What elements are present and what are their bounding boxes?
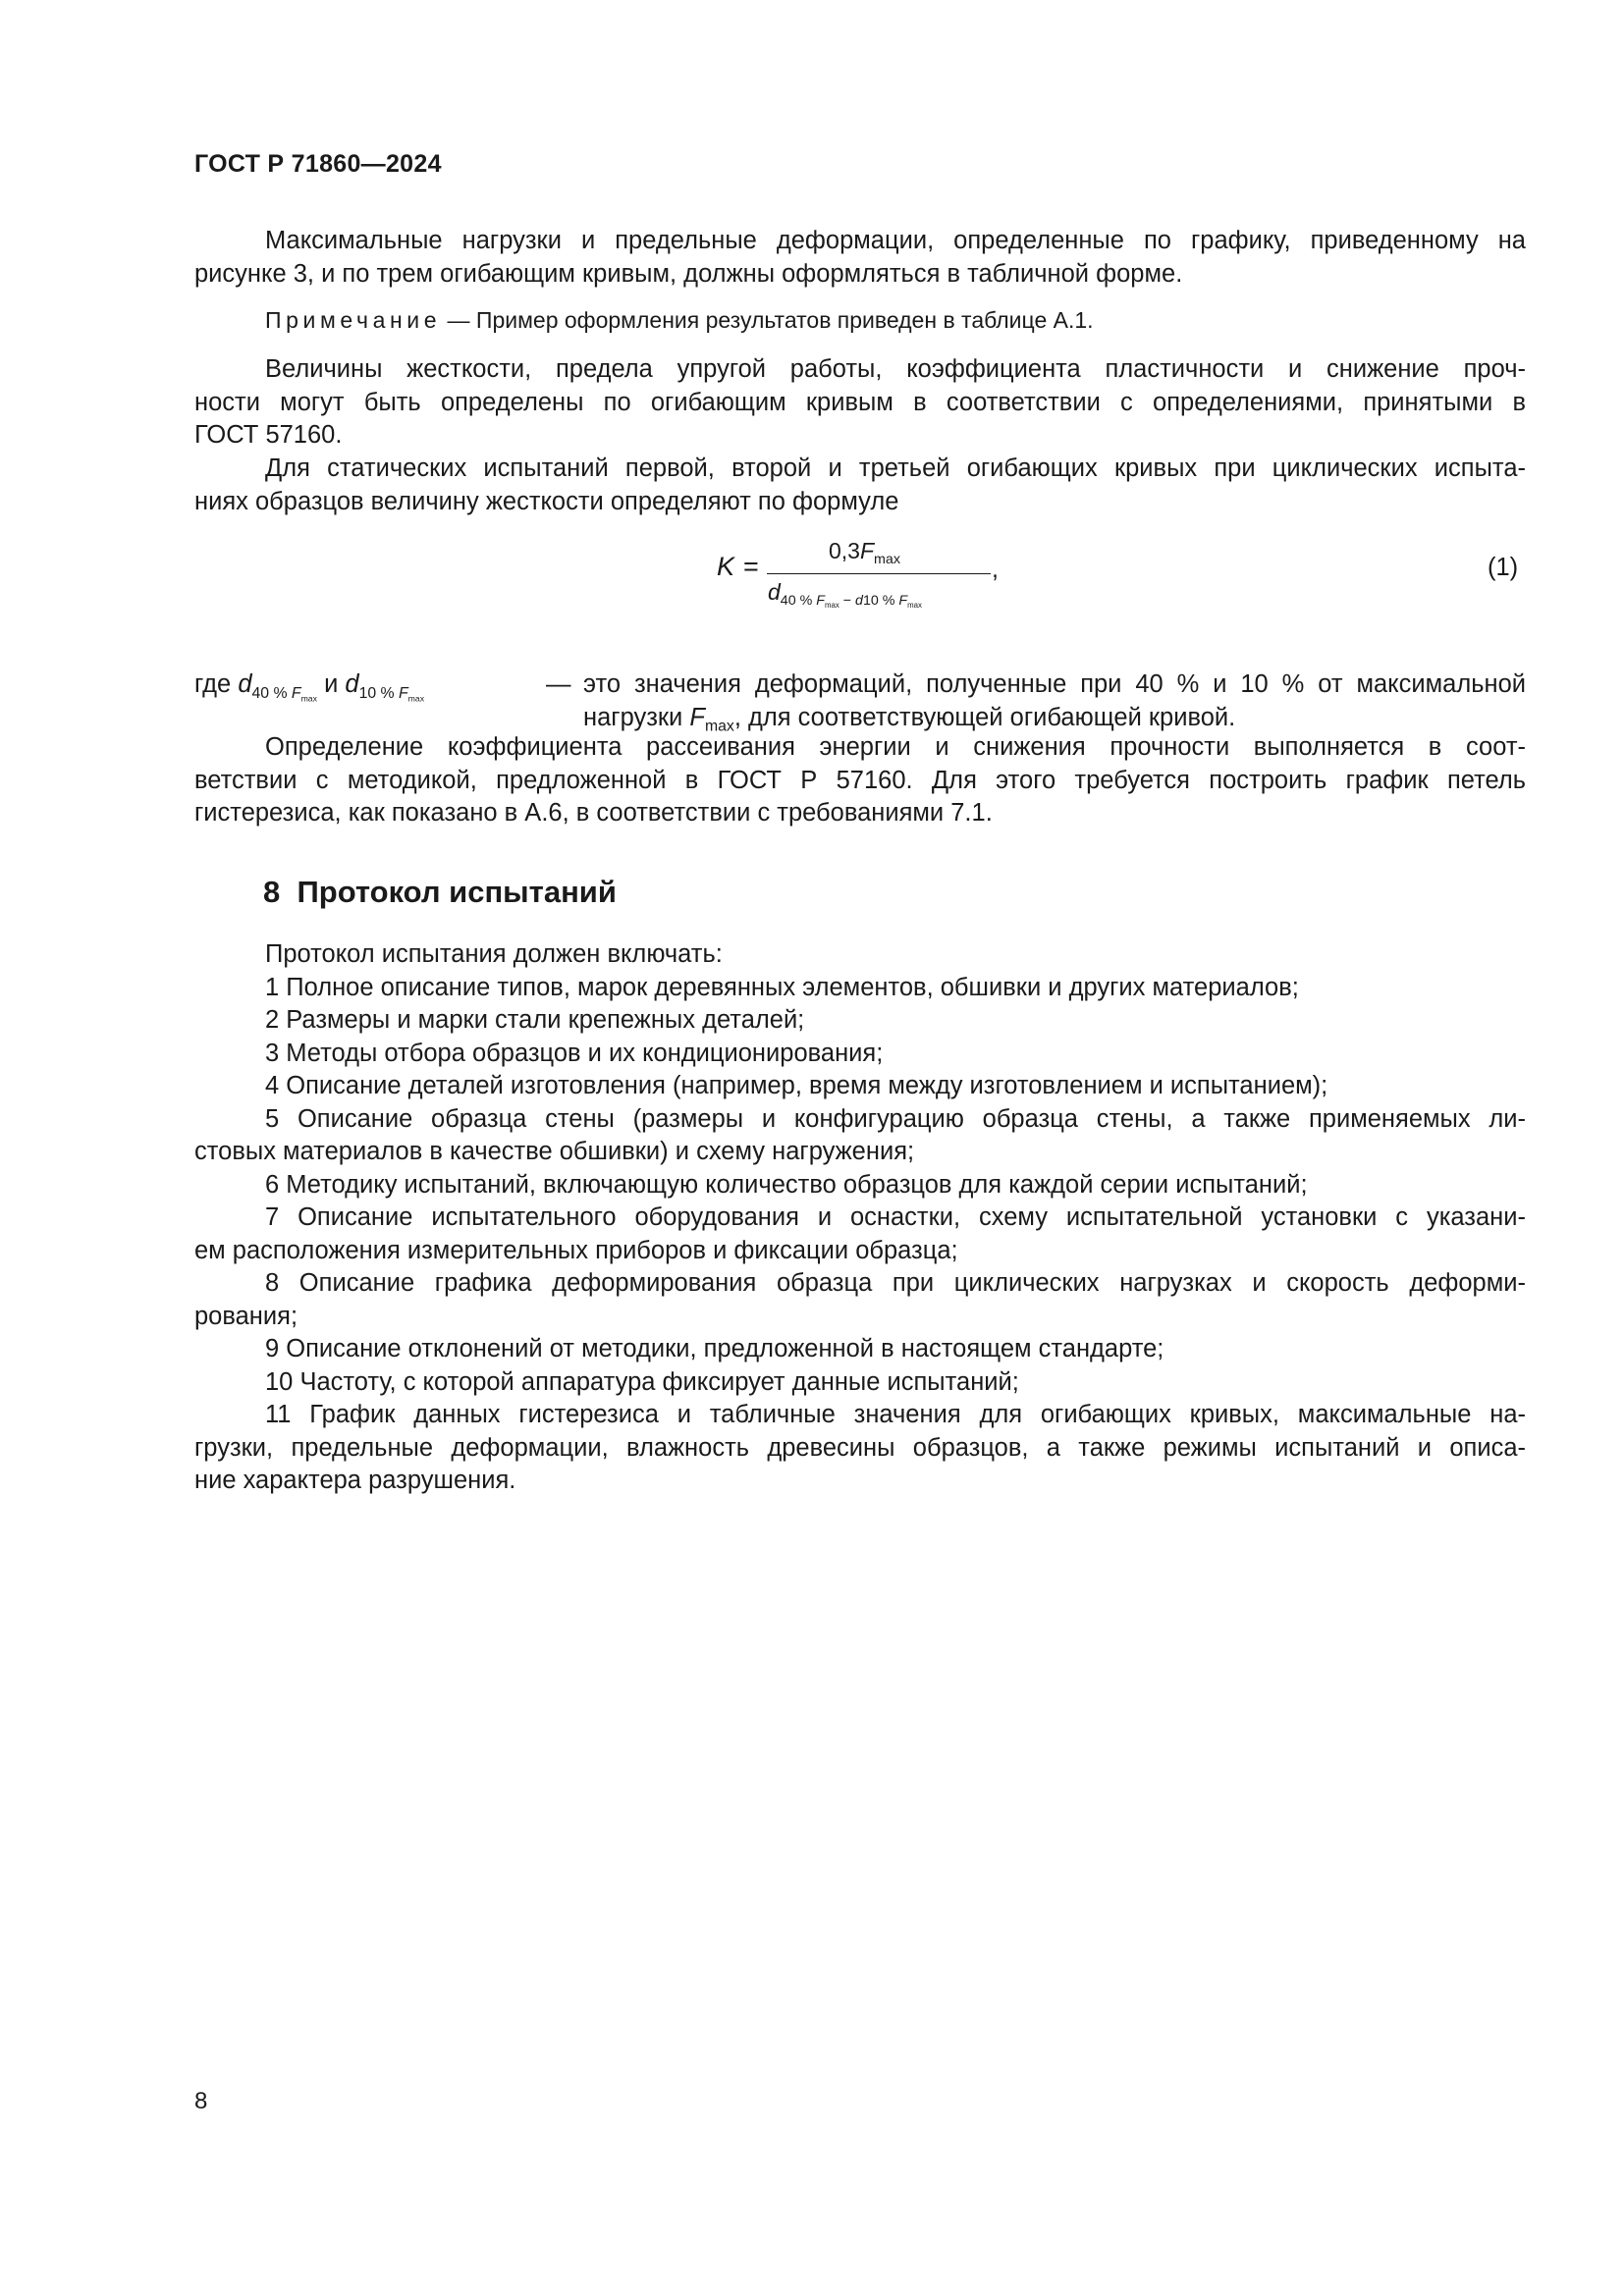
protocol-list (194, 938, 1526, 1498)
list-item-line: 7 Описание испытательного оборудования и оснастки, схему испытательной установки с указани- (265, 1203, 1526, 1231)
formula-lhs: K (717, 552, 735, 581)
paragraph-stiffness-values (194, 353, 1526, 453)
list-item-line: рования; (194, 1302, 298, 1330)
list-item-line: 3 Методы отбора образцов и их кондиционирования; (265, 1039, 884, 1067)
list-item (194, 1399, 1526, 1498)
list-item-line: стовых материалов в качестве обшивки) и схему нагружения; (194, 1138, 915, 1165)
section-title: Протокол испытаний (297, 875, 617, 909)
page-number: 8 (194, 2088, 208, 2114)
list-item (194, 972, 1526, 1005)
list-item-line: 2 Размеры и марки стали крепежных деталей; (265, 1006, 805, 1034)
list-item-line: ем расположения измерительных приборов и фиксации образца; (194, 1236, 958, 1264)
text-line: рисунке 3, и по трем огибающим кривым, должны оформляться в табличной форме. (194, 259, 1183, 288)
list-item (194, 1103, 1526, 1169)
list-item (194, 1169, 1526, 1202)
formula-equals: = (743, 552, 759, 581)
text-line: гистерезиса, как показано в А.6, в соответствии с требованиями 7.1. (194, 799, 993, 827)
list-item-line: 8 Описание графика деформирования образца при циклических нагрузках и скорость деформи- (265, 1269, 1526, 1297)
list-item-line: 1 Полное описание типов, марок деревянных элементов, обшивки и других материалов; (265, 973, 1299, 1001)
text-line: Определение коэффициента рассеивания энергии и снижения прочности выполняется в соот- (265, 733, 1526, 761)
paragraph-energy-dissipation (194, 731, 1526, 830)
list-item (194, 1038, 1526, 1071)
text-line: ветствии с методикой, предложенной в ГОСТ Р 57160. Для этого требуется построить график петель (194, 766, 1526, 794)
formula-denominator: $d_{40 \% F_{max} - d10 \% F_{max}}$ (768, 579, 922, 611)
text-line: Величины жесткости, предела упругой работы, коэффициента пластичности и снижение проч- (265, 355, 1526, 383)
text-line: ности могут быть определены по огибающим кривым в соответствии с определениями, принятыми в (194, 388, 1526, 416)
paragraph-results-format (194, 225, 1526, 291)
list-item (194, 1333, 1526, 1366)
text-line: Для статических испытаний первой, второй и третьей огибающих кривых при циклических испыта- (265, 454, 1526, 482)
text-line: ГОСТ 57160. (194, 421, 343, 449)
list-item (194, 1070, 1526, 1103)
document-header: ГОСТ Р 71860—2024 (194, 150, 442, 178)
list-item-line: 9 Описание отклонений от методики, предложенной в настоящем стандарте; (265, 1335, 1164, 1362)
list-item (194, 1004, 1526, 1038)
note-text: — Пример оформления результатов приведен в таблице А.1. (441, 307, 1094, 333)
list-item (194, 1366, 1526, 1400)
text-line: нагрузки $F_{max}$, для соответствующей огибающей кривой. (583, 703, 1236, 735)
list-item-line: 10 Частоту, с которой аппаратура фиксирует данные испытаний; (265, 1367, 1019, 1396)
section-heading (263, 875, 617, 910)
note-label: Примечание (265, 307, 442, 333)
note (265, 307, 1094, 334)
fraction-bar (767, 573, 991, 574)
list-item-line: 6 Методику испытаний, включающую количество образцов для каждой серии испытаний; (265, 1170, 1308, 1199)
text-line: ниях образцов величину жесткости определяют по формуле (194, 487, 899, 515)
paragraph-static-tests (194, 453, 1526, 518)
list-item-line: 11 График данных гистерезиса и табличные значения для огибающих кривых, максимальные на- (265, 1401, 1526, 1428)
list-item-line: 5 Описание образца стены (размеры и конфигурацию образца стены, а также применяемых ли- (265, 1104, 1526, 1133)
protocol-intro: Протокол испытания должен включать: (265, 940, 723, 968)
text-line: Максимальные нагрузки и предельные деформации, определенные по графику, приведенному на (265, 227, 1526, 254)
where-dash: — (546, 670, 571, 698)
list-item (194, 1201, 1526, 1267)
list-item (194, 1267, 1526, 1333)
list-item-line: ние характера разрушения. (194, 1467, 516, 1494)
list-item-line: грузки, предельные деформации, влажность древесины образцов, а также режимы испытаний и описа- (194, 1433, 1526, 1462)
where-symbols: где $d_{40 \% F_{max}}$ и $d_{10 \% F_{max}}$ (194, 670, 425, 703)
list-item-line: 4 Описание деталей изготовления (например, время между изготовлением и испытанием); (265, 1072, 1328, 1099)
formula-number: (1) (1488, 554, 1519, 581)
formula-comma: , (992, 556, 999, 583)
formula-numerator: $0,3F_{max}$ (829, 538, 900, 567)
section-number: 8 (263, 875, 281, 909)
text-line: это значения деформаций, полученные при 40 % и 10 % от максимальной (583, 670, 1526, 698)
